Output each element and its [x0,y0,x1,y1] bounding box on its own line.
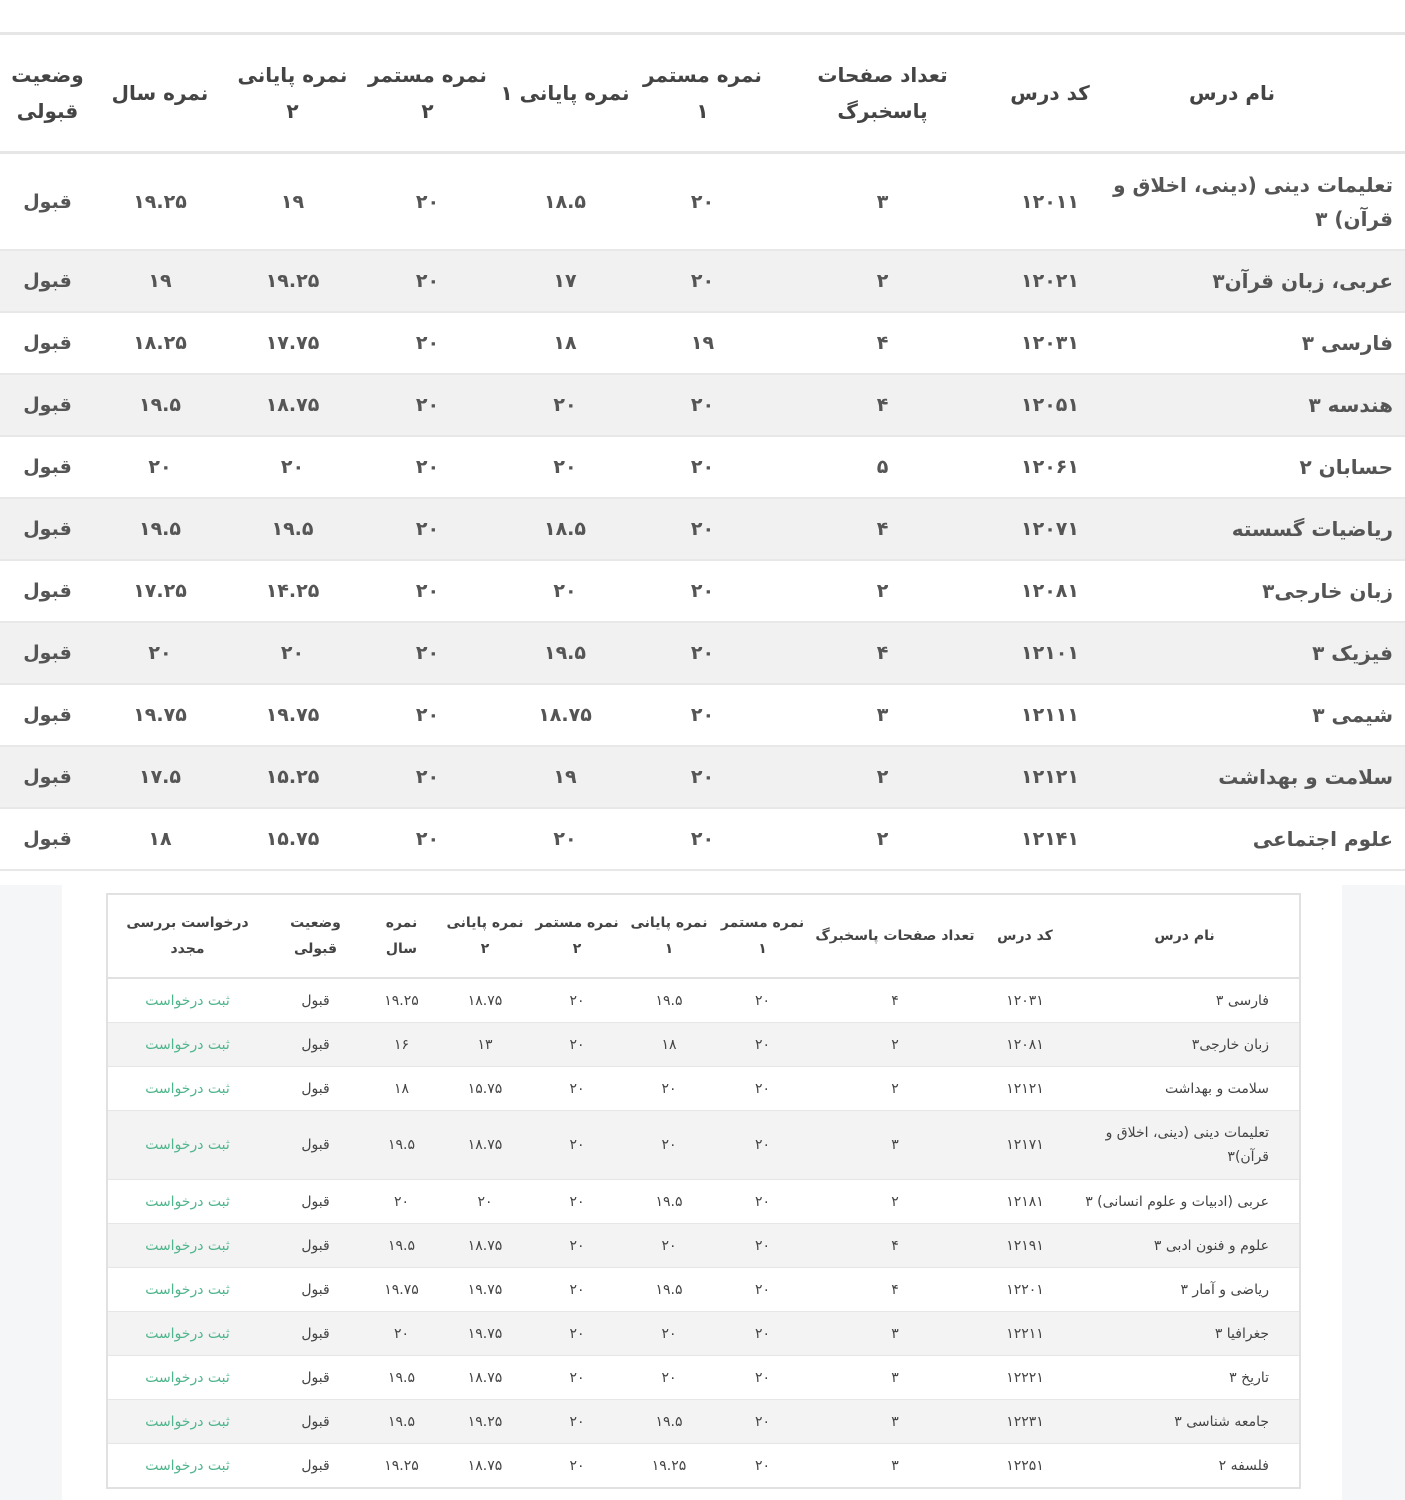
cell-final-1: ۲۰ [495,808,635,870]
cell-final-1: ۱۹.۵ [623,1268,715,1312]
cell-course-name: ریاضیات گسسته [1105,498,1405,560]
cell-continuous-2: ۲۰ [360,250,495,312]
cell-course-code: ۱۲۰۸۱ [980,1023,1070,1067]
cell-continuous-2: ۲۰ [360,153,495,251]
cell-course-code: ۱۲۱۲۱ [980,1067,1070,1111]
cell-answer-pages: ۵ [770,436,995,498]
cell-continuous-2: ۲۰ [531,1312,623,1356]
cell-answer-pages: ۴ [810,978,980,1023]
cell-review-request-link[interactable]: ثبت درخواست [107,1312,267,1356]
cell-continuous-1: ۲۰ [635,560,770,622]
table-row [0,250,1405,312]
cell-answer-pages: ۲ [810,1023,980,1067]
header-final-1: نمره پایانی ۱ [495,34,635,153]
header-course-code: کد درس [980,894,1070,978]
cell-course-code: ۱۲۰۳۱ [995,312,1105,374]
cell-course-code: ۱۲۱۰۱ [995,622,1105,684]
cell-year-grade: ۱۹.۵ [95,498,225,560]
cell-continuous-2: ۲۰ [531,1180,623,1224]
cell-pass-status: قبول [267,1180,364,1224]
cell-final-2: ۱۴.۲۵ [225,560,360,622]
cell-pass-status: قبول [0,746,95,808]
cell-course-name: سلامت و بهداشت [1105,746,1405,808]
table-row [107,1268,1300,1312]
cell-final-2: ۲۰ [439,1180,531,1224]
cell-pass-status: قبول [0,560,95,622]
cell-year-grade: ۱۹.۵ [364,1111,439,1180]
cell-course-name: زبان خارجی۳ [1070,1023,1300,1067]
cell-continuous-1: ۲۰ [635,808,770,870]
cell-pass-status: قبول [267,1312,364,1356]
cell-final-1: ۱۸ [495,312,635,374]
cell-answer-pages: ۳ [770,153,995,251]
cell-answer-pages: ۴ [810,1268,980,1312]
cell-final-1: ۲۰ [623,1067,715,1111]
cell-final-2: ۱۹.۵ [225,498,360,560]
header-course-name: نام درس [1105,34,1405,153]
bottom-grades-panel [0,885,1405,1500]
cell-continuous-1: ۲۰ [635,622,770,684]
cell-course-name: تعلیمات دینی (دینی، اخلاق و قرآن)۳ [1070,1111,1300,1180]
cell-course-code: ۱۲۲۵۱ [980,1444,1070,1489]
cell-final-1: ۱۹.۵ [623,978,715,1023]
table-row [107,1224,1300,1268]
cell-course-code: ۱۲۰۵۱ [995,374,1105,436]
cell-final-2: ۱۸.۷۵ [439,1356,531,1400]
cell-continuous-2: ۲۰ [531,1023,623,1067]
cell-year-grade: ۱۷.۵ [95,746,225,808]
cell-year-grade: ۲۰ [364,1312,439,1356]
cell-pass-status: قبول [0,374,95,436]
cell-continuous-2: ۲۰ [360,808,495,870]
table-row [107,1180,1300,1224]
cell-course-code: ۱۲۱۲۱ [995,746,1105,808]
cell-continuous-1: ۲۰ [635,746,770,808]
cell-continuous-1: ۲۰ [715,1224,810,1268]
cell-year-grade: ۱۷.۲۵ [95,560,225,622]
table-row [0,498,1405,560]
cell-final-1: ۲۰ [495,374,635,436]
header-course-name: نام درس [1070,894,1300,978]
cell-year-grade: ۱۹.۵ [364,1224,439,1268]
cell-review-request-link[interactable]: ثبت درخواست [107,1111,267,1180]
cell-continuous-2: ۲۰ [360,684,495,746]
cell-pass-status: قبول [0,808,95,870]
header-final-2: نمره پایانی ۲ [439,894,531,978]
cell-course-code: ۱۲۱۹۱ [980,1224,1070,1268]
cell-final-2: ۱۷.۷۵ [225,312,360,374]
cell-course-name: زبان خارجی۳ [1105,560,1405,622]
cell-final-1: ۲۰ [623,1111,715,1180]
header-answer-pages: تعداد صفحات پاسخبرگ [770,34,995,153]
cell-review-request-link[interactable]: ثبت درخواست [107,1180,267,1224]
cell-year-grade: ۱۶ [364,1023,439,1067]
table-row [0,746,1405,808]
cell-final-2: ۱۹.۷۵ [225,684,360,746]
cell-final-2: ۱۹.۲۵ [225,250,360,312]
cell-answer-pages: ۳ [810,1356,980,1400]
cell-continuous-1: ۲۰ [715,1180,810,1224]
cell-year-grade: ۱۹.۵ [364,1400,439,1444]
cell-pass-status: قبول [267,1400,364,1444]
cell-continuous-1: ۲۰ [715,1356,810,1400]
cell-final-2: ۲۰ [225,622,360,684]
table-row [0,684,1405,746]
cell-continuous-1: ۲۰ [715,1268,810,1312]
cell-course-name: علوم و فنون ادبی ۳ [1070,1224,1300,1268]
cell-continuous-2: ۲۰ [360,498,495,560]
cell-answer-pages: ۳ [810,1111,980,1180]
cell-year-grade: ۱۹.۲۵ [364,978,439,1023]
cell-final-1: ۱۷ [495,250,635,312]
cell-continuous-1: ۲۰ [635,498,770,560]
cell-pass-status: قبول [0,312,95,374]
bottom-header-row [107,894,1300,978]
cell-course-code: ۱۲۱۸۱ [980,1180,1070,1224]
cell-course-name: فارسی ۳ [1070,978,1300,1023]
cell-pass-status: قبول [267,978,364,1023]
cell-course-code: ۱۲۲۳۱ [980,1400,1070,1444]
cell-year-grade: ۱۹.۵ [364,1356,439,1400]
cell-continuous-2: ۲۰ [360,436,495,498]
cell-continuous-2: ۲۰ [531,1444,623,1489]
cell-year-grade: ۱۸ [364,1067,439,1111]
cell-pass-status: قبول [0,436,95,498]
cell-continuous-1: ۲۰ [635,250,770,312]
cell-final-2: ۱۵.۷۵ [225,808,360,870]
header-continuous-2: نمره مستمر ۲ [531,894,623,978]
header-year-grade: نمره سال [364,894,439,978]
cell-course-name: عربی (ادبیات و علوم انسانی) ۳ [1070,1180,1300,1224]
cell-final-1: ۱۹.۵ [495,622,635,684]
cell-pass-status: قبول [0,498,95,560]
table-row [0,374,1405,436]
cell-review-request-link[interactable]: ثبت درخواست [107,1400,267,1444]
cell-final-1: ۱۹.۲۵ [623,1444,715,1489]
cell-year-grade: ۱۹.۵ [95,374,225,436]
cell-pass-status: قبول [267,1224,364,1268]
cell-answer-pages: ۴ [770,622,995,684]
cell-review-request-link[interactable]: ثبت درخواست [107,1356,267,1400]
cell-final-2: ۱۹.۷۵ [439,1268,531,1312]
cell-year-grade: ۱۸.۲۵ [95,312,225,374]
cell-course-code: ۱۲۲۰۱ [980,1268,1070,1312]
cell-pass-status: قبول [267,1356,364,1400]
cell-continuous-2: ۲۰ [360,746,495,808]
cell-final-1: ۲۰ [623,1224,715,1268]
cell-final-2: ۱۳ [439,1023,531,1067]
cell-course-name: حسابان ۲ [1105,436,1405,498]
cell-final-1: ۲۰ [495,436,635,498]
cell-year-grade: ۱۹.۷۵ [364,1268,439,1312]
cell-final-2: ۱۵.۲۵ [225,746,360,808]
cell-course-code: ۱۲۲۱۱ [980,1312,1070,1356]
cell-course-code: ۱۲۰۶۱ [995,436,1105,498]
cell-final-1: ۱۸.۵ [495,498,635,560]
cell-pass-status: قبول [0,684,95,746]
cell-continuous-1: ۲۰ [635,374,770,436]
table-row [107,1312,1300,1356]
table-row [107,1356,1300,1400]
cell-year-grade: ۲۰ [95,436,225,498]
table-row [107,1400,1300,1444]
cell-continuous-1: ۱۹ [635,312,770,374]
header-review-request: درخواست بررسی مجدد [107,894,267,978]
cell-continuous-1: ۲۰ [715,1111,810,1180]
cell-year-grade: ۲۰ [95,622,225,684]
cell-continuous-2: ۲۰ [360,560,495,622]
cell-continuous-2: ۲۰ [531,1224,623,1268]
cell-continuous-1: ۲۰ [715,1023,810,1067]
cell-final-1: ۱۹.۵ [623,1400,715,1444]
cell-continuous-1: ۲۰ [635,436,770,498]
cell-final-1: ۱۹.۵ [623,1180,715,1224]
cell-final-1: ۱۸ [623,1023,715,1067]
cell-final-2: ۱۹ [225,153,360,251]
header-continuous-1: نمره مستمر ۱ [715,894,810,978]
cell-final-1: ۱۸.۷۵ [495,684,635,746]
cell-answer-pages: ۴ [810,1224,980,1268]
cell-final-1: ۲۰ [623,1312,715,1356]
cell-course-code: ۱۲۰۱۱ [995,153,1105,251]
cell-review-request-link[interactable]: ثبت درخواست [107,1268,267,1312]
cell-year-grade: ۱۹.۲۵ [95,153,225,251]
cell-course-code: ۱۲۱۴۱ [995,808,1105,870]
cell-final-2: ۱۵.۷۵ [439,1067,531,1111]
bottom-card [62,885,1342,1500]
table-row [107,1023,1300,1067]
cell-year-grade: ۱۸ [95,808,225,870]
cell-continuous-2: ۲۰ [531,978,623,1023]
cell-final-2: ۱۹.۲۵ [439,1400,531,1444]
cell-pass-status: قبول [267,1444,364,1489]
cell-review-request-link[interactable]: ثبت درخواست [107,1023,267,1067]
cell-course-code: ۱۲۲۲۱ [980,1356,1070,1400]
cell-pass-status: قبول [267,1023,364,1067]
table-row [0,436,1405,498]
cell-answer-pages: ۴ [770,498,995,560]
table-row [107,1067,1300,1111]
cell-pass-status: قبول [0,153,95,251]
cell-final-1: ۱۹ [495,746,635,808]
header-pass-status: وضعیت قبولی [267,894,364,978]
cell-year-grade: ۱۹.۲۵ [364,1444,439,1489]
table-row [0,808,1405,870]
cell-pass-status: قبول [0,622,95,684]
cell-year-grade: ۲۰ [364,1180,439,1224]
cell-review-request-link[interactable]: ثبت درخواست [107,978,267,1023]
cell-year-grade: ۱۹.۷۵ [95,684,225,746]
cell-answer-pages: ۲ [770,560,995,622]
cell-answer-pages: ۲ [770,250,995,312]
cell-course-name: فارسی ۳ [1105,312,1405,374]
header-final-2: نمره پایانی ۲ [225,34,360,153]
cell-answer-pages: ۳ [770,684,995,746]
cell-course-name: تاریخ ۳ [1070,1356,1300,1400]
cell-continuous-1: ۲۰ [635,153,770,251]
cell-final-2: ۱۸.۷۵ [439,1444,531,1489]
header-year-grade: نمره سال [95,34,225,153]
cell-answer-pages: ۳ [810,1400,980,1444]
header-continuous-2: نمره مستمر ۲ [360,34,495,153]
cell-course-code: ۱۲۰۳۱ [980,978,1070,1023]
cell-course-name: شیمی ۳ [1105,684,1405,746]
table-row [0,622,1405,684]
cell-course-name: فیزیک ۳ [1105,622,1405,684]
cell-course-code: ۱۲۱۱۱ [995,684,1105,746]
header-continuous-1: نمره مستمر ۱ [635,34,770,153]
cell-course-name: جامعه شناسی ۳ [1070,1400,1300,1444]
cell-answer-pages: ۳ [810,1312,980,1356]
cell-continuous-1: ۲۰ [715,1067,810,1111]
cell-final-2: ۱۸.۷۵ [439,978,531,1023]
header-answer-pages: تعداد صفحات پاسخبرگ [810,894,980,978]
cell-final-1: ۲۰ [623,1356,715,1400]
header-final-1: نمره پایانی ۱ [623,894,715,978]
cell-answer-pages: ۴ [770,374,995,436]
cell-answer-pages: ۳ [810,1444,980,1489]
cell-continuous-2: ۲۰ [531,1356,623,1400]
cell-continuous-2: ۲۰ [360,374,495,436]
cell-answer-pages: ۲ [810,1180,980,1224]
cell-review-request-link[interactable]: ثبت درخواست [107,1224,267,1268]
cell-final-2: ۱۸.۷۵ [439,1111,531,1180]
cell-answer-pages: ۲ [810,1067,980,1111]
header-pass-status: وضعیت قبولی [0,34,95,153]
cell-course-name: سلامت و بهداشت [1070,1067,1300,1111]
cell-course-code: ۱۲۰۸۱ [995,560,1105,622]
cell-course-name: جغرافیا ۳ [1070,1312,1300,1356]
table-row [0,153,1405,251]
cell-year-grade: ۱۹ [95,250,225,312]
cell-continuous-1: ۲۰ [715,978,810,1023]
cell-course-name: تعلیمات دینی (دینی، اخلاق و قرآن) ۳ [1105,153,1405,251]
table-row [0,312,1405,374]
cell-pass-status: قبول [0,250,95,312]
cell-course-code: ۱۲۰۲۱ [995,250,1105,312]
top-grades-table [0,32,1405,871]
cell-continuous-1: ۲۰ [715,1444,810,1489]
cell-continuous-2: ۲۰ [360,312,495,374]
table-row [107,1444,1300,1489]
cell-answer-pages: ۲ [770,746,995,808]
top-header-row [0,34,1405,153]
cell-pass-status: قبول [267,1067,364,1111]
cell-continuous-1: ۲۰ [715,1400,810,1444]
bottom-grades-table [106,893,1301,1489]
cell-continuous-1: ۲۰ [635,684,770,746]
cell-course-name: فلسفه ۲ [1070,1444,1300,1489]
cell-review-request-link[interactable]: ثبت درخواست [107,1067,267,1111]
cell-course-name: علوم اجتماعی [1105,808,1405,870]
table-row [107,1111,1300,1180]
cell-final-1: ۲۰ [495,560,635,622]
cell-final-2: ۲۰ [225,436,360,498]
cell-pass-status: قبول [267,1268,364,1312]
cell-final-2: ۱۹.۷۵ [439,1312,531,1356]
cell-course-code: ۱۲۱۷۱ [980,1111,1070,1180]
cell-final-2: ۱۸.۷۵ [225,374,360,436]
cell-course-name: هندسه ۳ [1105,374,1405,436]
cell-final-1: ۱۸.۵ [495,153,635,251]
cell-course-name: ریاضی و آمار ۳ [1070,1268,1300,1312]
cell-answer-pages: ۲ [770,808,995,870]
cell-pass-status: قبول [267,1111,364,1180]
table-row [0,560,1405,622]
header-course-code: کد درس [995,34,1105,153]
cell-continuous-1: ۲۰ [715,1312,810,1356]
cell-continuous-2: ۲۰ [531,1400,623,1444]
cell-continuous-2: ۲۰ [531,1111,623,1180]
cell-continuous-2: ۲۰ [360,622,495,684]
cell-answer-pages: ۴ [770,312,995,374]
cell-continuous-2: ۲۰ [531,1268,623,1312]
cell-review-request-link[interactable]: ثبت درخواست [107,1444,267,1489]
table-row [107,978,1300,1023]
cell-course-code: ۱۲۰۷۱ [995,498,1105,560]
cell-course-name: عربی، زبان قرآن۳ [1105,250,1405,312]
cell-continuous-2: ۲۰ [531,1067,623,1111]
cell-final-2: ۱۸.۷۵ [439,1224,531,1268]
